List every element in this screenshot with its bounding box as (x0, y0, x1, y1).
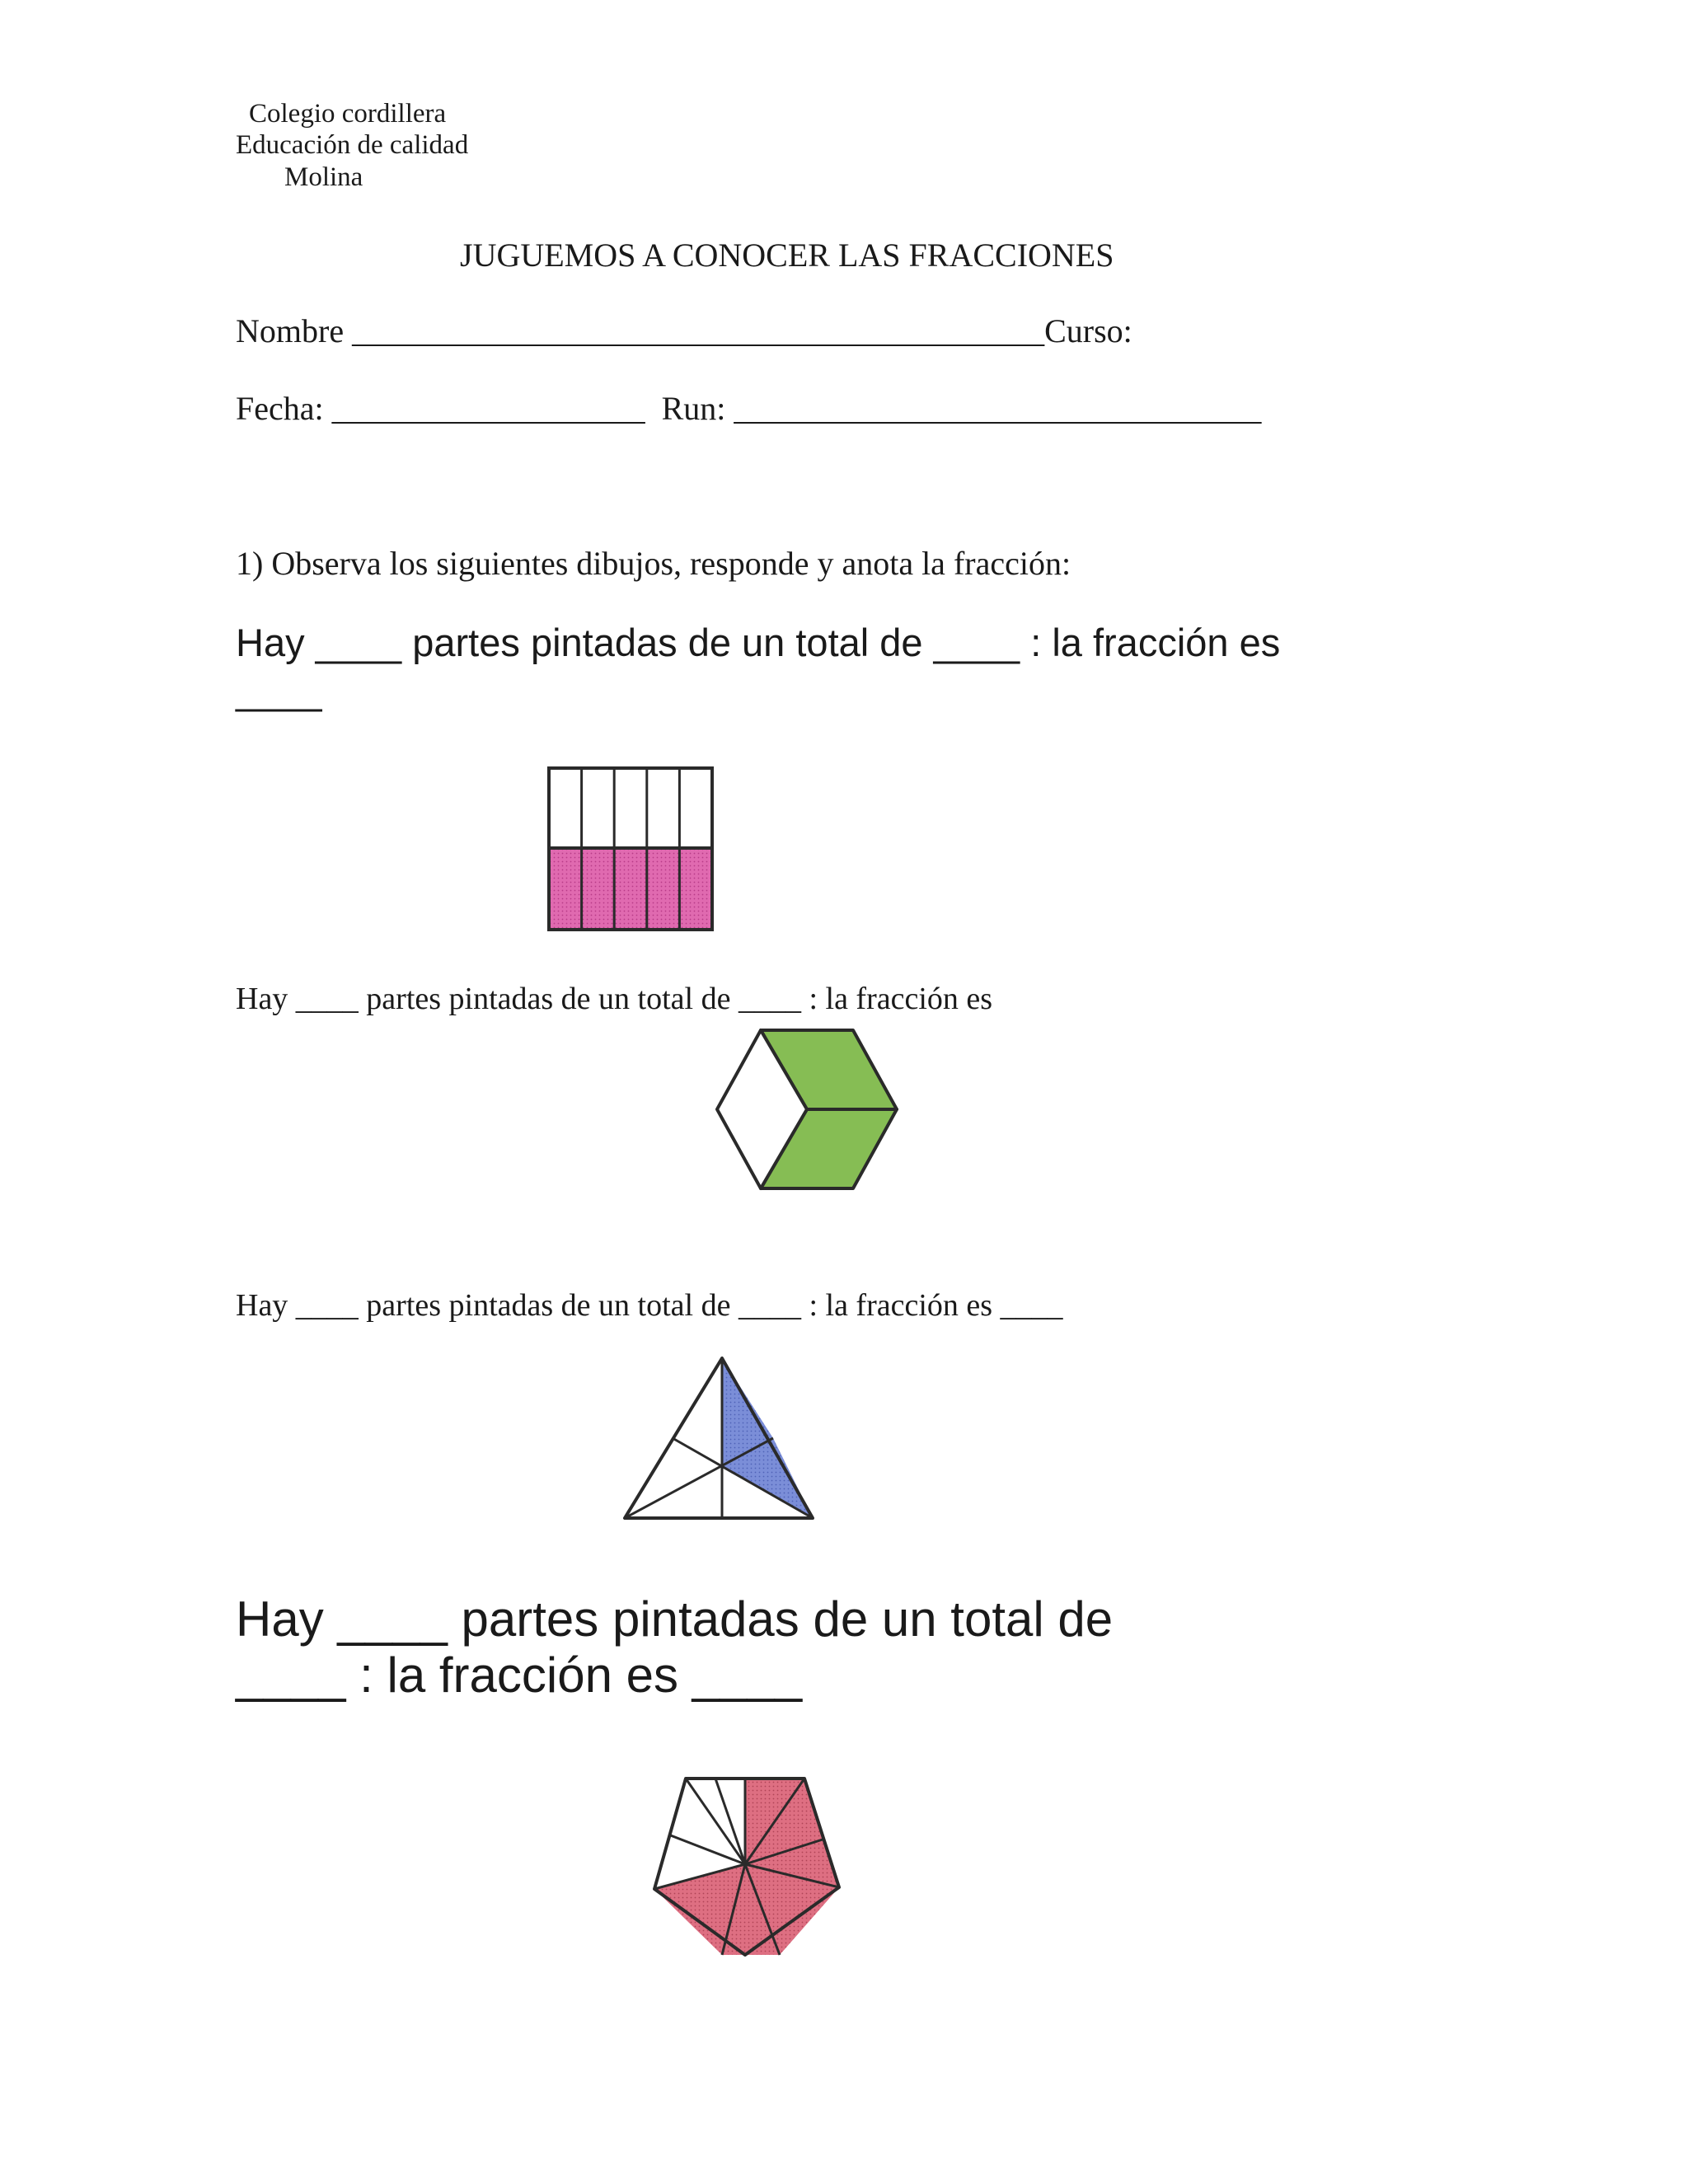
question-4-line-2: ____ : la fracción es ____ (236, 1647, 803, 1703)
nombre-label: Nombre (236, 312, 345, 349)
nombre-blank: __________________________________________ (352, 312, 1045, 349)
triangle-figure (621, 1355, 816, 1525)
school-name: Colegio cordillera (249, 99, 447, 129)
pentagon-figure (648, 1772, 842, 1961)
nombre-field[interactable] (236, 312, 1132, 350)
run-label: Run: (661, 390, 726, 427)
run-blank: ________________________________ (734, 390, 1262, 427)
question-1-line-1: Hay ____ partes pintadas de un total de ____ : la fracción es (236, 621, 1281, 664)
school-city: Molina (284, 162, 363, 192)
hexagon-figure (714, 1027, 900, 1192)
question-3-line-1: Hay ____ partes pintadas de un total de ____ : la fracción es ____ (236, 1288, 1063, 1323)
rectangle-figure (544, 765, 717, 935)
question-2-line-1: Hay ____ partes pintadas de un total de ____ : la fracción es (236, 982, 993, 1016)
fecha-run-row[interactable] (236, 389, 1261, 428)
instruction: 1) Observa los siguientes dibujos, responde y anota la fracción: (236, 545, 1071, 582)
fecha-blank: ___________________ (331, 390, 645, 427)
page-title: JUGUEMOS A CONOCER LAS FRACCIONES (460, 237, 1114, 274)
question-1-line-2: ____ (236, 668, 322, 712)
curso-label: Curso: (1044, 312, 1132, 349)
fecha-label: Fecha: (236, 390, 324, 427)
question-4-line-1: Hay ____ partes pintadas de un total de (236, 1591, 1114, 1647)
rect-shaded-half (549, 848, 712, 930)
school-motto: Educación de calidad (236, 130, 469, 160)
